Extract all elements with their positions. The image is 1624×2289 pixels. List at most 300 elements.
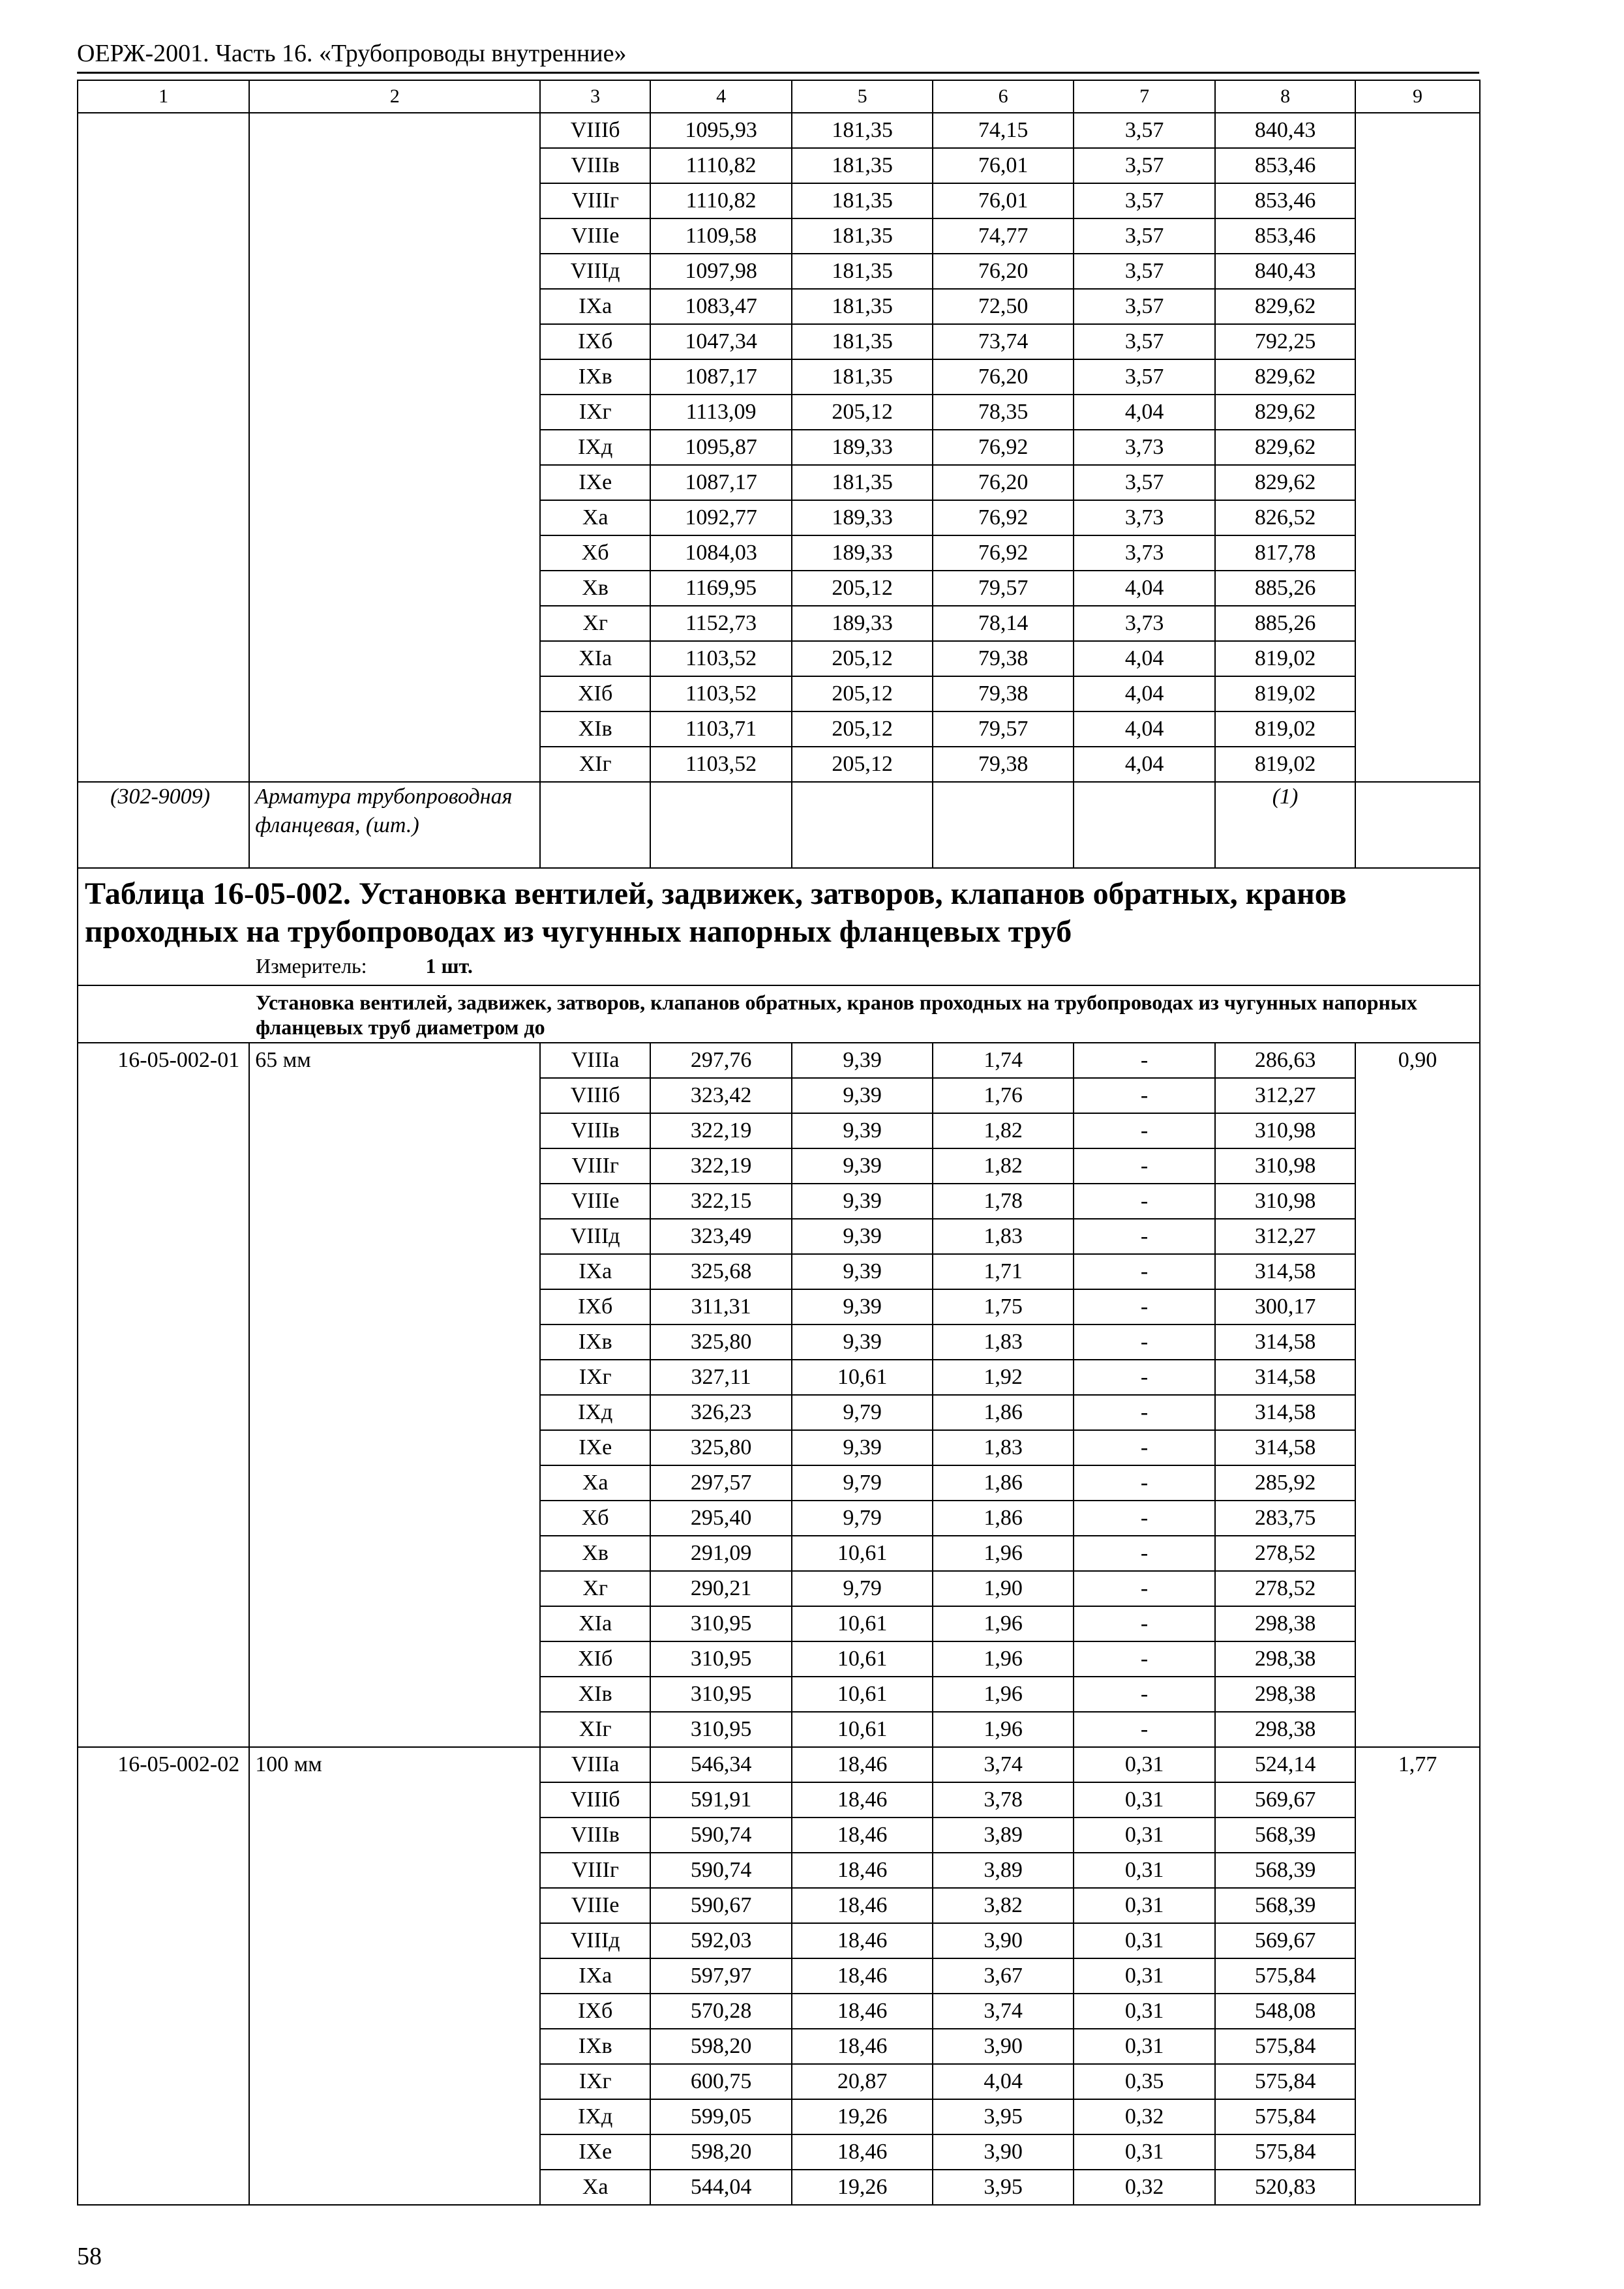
value-cell: 3,57	[1074, 183, 1215, 218]
value-cell: 600,75	[650, 2064, 792, 2099]
value-cell: 1097,98	[650, 254, 792, 289]
column-number-row	[78, 80, 1480, 113]
value-cell: IXд	[540, 1395, 650, 1430]
value-cell: 1047,34	[650, 324, 792, 359]
value-cell: 9,39	[792, 1043, 933, 1078]
value-cell: 4,04	[933, 2064, 1074, 2099]
value-cell: 9,79	[792, 1395, 933, 1430]
value-cell: 3,90	[933, 2134, 1074, 2170]
value-cell: 3,82	[933, 1888, 1074, 1923]
value-cell: 314,58	[1215, 1395, 1355, 1430]
value-cell: 10,61	[792, 1641, 933, 1677]
rate-name: 65 мм	[249, 1043, 540, 1747]
value-cell: 181,35	[792, 254, 933, 289]
value-cell: XIв	[540, 711, 650, 747]
value-cell: 520,83	[1215, 2170, 1355, 2205]
value-cell: 314,58	[1215, 1324, 1355, 1360]
value-cell: 829,62	[1215, 430, 1355, 465]
empty-cell	[1074, 782, 1215, 868]
value-cell: VIIIг	[540, 1853, 650, 1888]
value-cell: 569,67	[1215, 1782, 1355, 1818]
value-cell: 298,38	[1215, 1677, 1355, 1712]
empty-cell	[792, 782, 933, 868]
value-cell: 181,35	[792, 183, 933, 218]
value-cell: IXа	[540, 289, 650, 324]
value-cell: 325,68	[650, 1254, 792, 1289]
value-cell: 568,39	[1215, 1888, 1355, 1923]
value-cell: 310,98	[1215, 1184, 1355, 1219]
value-cell: 829,62	[1215, 395, 1355, 430]
rate-code: 16-05-002-02	[78, 1747, 249, 2205]
value-cell: IXа	[540, 1254, 650, 1289]
value-cell: 1103,52	[650, 747, 792, 782]
value-cell: 205,12	[792, 571, 933, 606]
value-cell: 9,39	[792, 1289, 933, 1324]
value-cell: 575,84	[1215, 1958, 1355, 1994]
value-cell: VIIIб	[540, 1078, 650, 1113]
col9-cell-empty	[1355, 113, 1480, 782]
value-cell: 297,76	[650, 1043, 792, 1078]
value-cell: -	[1074, 1043, 1215, 1078]
value-cell: 285,92	[1215, 1465, 1355, 1501]
value-cell: 1,96	[933, 1536, 1074, 1571]
value-cell: VIIIе	[540, 1184, 650, 1219]
value-cell: -	[1074, 1219, 1215, 1254]
value-cell: 310,95	[650, 1677, 792, 1712]
value-cell: 323,49	[650, 1219, 792, 1254]
value-cell: 290,21	[650, 1571, 792, 1606]
value-cell: 181,35	[792, 324, 933, 359]
value-cell: 853,46	[1215, 183, 1355, 218]
value-cell: 10,61	[792, 1677, 933, 1712]
value-cell: VIIIд	[540, 1923, 650, 1958]
value-cell: 79,38	[933, 676, 1074, 711]
value-cell: 1,75	[933, 1289, 1074, 1324]
empty-cell	[1355, 782, 1480, 868]
rates-table	[77, 80, 1481, 2206]
value-cell: 76,92	[933, 535, 1074, 571]
table-title-row	[78, 868, 1480, 985]
value-cell: 205,12	[792, 676, 933, 711]
table-description-row	[78, 985, 1480, 1043]
value-cell: 1095,93	[650, 113, 792, 148]
value-cell: -	[1074, 1324, 1215, 1360]
value-cell: 325,80	[650, 1324, 792, 1360]
value-cell: 9,39	[792, 1078, 933, 1113]
value-cell: 1,71	[933, 1254, 1074, 1289]
value-cell: 1,92	[933, 1360, 1074, 1395]
value-cell: 189,33	[792, 535, 933, 571]
value-cell: 3,95	[933, 2099, 1074, 2134]
value-cell: 323,42	[650, 1078, 792, 1113]
value-cell: 819,02	[1215, 676, 1355, 711]
value-cell: 4,04	[1074, 395, 1215, 430]
value-cell: 0,31	[1074, 1888, 1215, 1923]
value-cell: 853,46	[1215, 218, 1355, 254]
value-cell: 3,57	[1074, 113, 1215, 148]
value-cell: 189,33	[792, 606, 933, 641]
value-cell: 1084,03	[650, 535, 792, 571]
value-cell: VIIIв	[540, 1113, 650, 1148]
value-cell: 78,14	[933, 606, 1074, 641]
value-cell: VIIIд	[540, 1219, 650, 1254]
value-cell: 312,27	[1215, 1078, 1355, 1113]
value-cell: 819,02	[1215, 641, 1355, 676]
value-cell: 297,57	[650, 1465, 792, 1501]
value-cell: -	[1074, 1254, 1215, 1289]
value-cell: 1,86	[933, 1465, 1074, 1501]
value-cell: -	[1074, 1712, 1215, 1747]
rate-name: 100 мм	[249, 1747, 540, 2205]
value-cell: 18,46	[792, 1958, 933, 1994]
value-cell: 1,86	[933, 1395, 1074, 1430]
value-cell: 9,79	[792, 1501, 933, 1536]
value-cell: 181,35	[792, 359, 933, 395]
value-cell: 597,97	[650, 1958, 792, 1994]
material-row	[78, 782, 1480, 868]
value-cell: 18,46	[792, 1782, 933, 1818]
value-cell: -	[1074, 1465, 1215, 1501]
value-cell: 1,78	[933, 1184, 1074, 1219]
value-cell: 310,95	[650, 1606, 792, 1641]
value-cell: 1110,82	[650, 148, 792, 183]
value-cell: 817,78	[1215, 535, 1355, 571]
value-cell: 300,17	[1215, 1289, 1355, 1324]
value-cell: 189,33	[792, 430, 933, 465]
value-cell: 325,80	[650, 1430, 792, 1465]
value-cell: 0,31	[1074, 2029, 1215, 2064]
value-cell: -	[1074, 1148, 1215, 1184]
value-cell: 3,74	[933, 1994, 1074, 2029]
value-cell: 291,09	[650, 1536, 792, 1571]
value-cell: IXа	[540, 1958, 650, 1994]
value-cell: Xа	[540, 500, 650, 535]
empty-cell	[540, 782, 650, 868]
measure-label: Измеритель:	[256, 954, 367, 978]
value-cell: 599,05	[650, 2099, 792, 2134]
value-cell: 569,67	[1215, 1923, 1355, 1958]
value-cell: 885,26	[1215, 571, 1355, 606]
value-cell: -	[1074, 1606, 1215, 1641]
value-cell: -	[1074, 1677, 1215, 1712]
value-cell: 298,38	[1215, 1712, 1355, 1747]
value-cell: 310,98	[1215, 1113, 1355, 1148]
value-cell: 590,74	[650, 1818, 792, 1853]
value-cell: 3,57	[1074, 218, 1215, 254]
column-number: 4	[650, 80, 792, 113]
value-cell: 205,12	[792, 711, 933, 747]
value-cell: 9,39	[792, 1148, 933, 1184]
rate-col9: 0,90	[1355, 1043, 1480, 1747]
value-cell: VIIIг	[540, 1148, 650, 1184]
value-cell: 4,04	[1074, 641, 1215, 676]
rates-table-body	[78, 80, 1480, 2205]
code-cell-empty	[78, 113, 249, 782]
value-cell: IXб	[540, 1994, 650, 2029]
value-cell: 181,35	[792, 218, 933, 254]
empty-cell	[650, 782, 792, 868]
value-cell: 181,35	[792, 113, 933, 148]
value-cell: 1,83	[933, 1430, 1074, 1465]
value-cell: 205,12	[792, 747, 933, 782]
material-qty: (1)	[1215, 782, 1355, 868]
rate-col9: 1,77	[1355, 1747, 1480, 2205]
value-cell: 278,52	[1215, 1536, 1355, 1571]
value-cell: Xа	[540, 1465, 650, 1501]
value-cell: 829,62	[1215, 289, 1355, 324]
value-cell: 1103,71	[650, 711, 792, 747]
value-cell: 0,31	[1074, 1782, 1215, 1818]
value-cell: XIб	[540, 1641, 650, 1677]
value-cell: Xб	[540, 535, 650, 571]
value-cell: 3,90	[933, 1923, 1074, 1958]
value-cell: 278,52	[1215, 1571, 1355, 1606]
value-cell: 3,57	[1074, 324, 1215, 359]
value-cell: 322,15	[650, 1184, 792, 1219]
value-cell: 1,96	[933, 1606, 1074, 1641]
value-cell: VIIIд	[540, 254, 650, 289]
value-cell: 0,31	[1074, 2134, 1215, 2170]
value-cell: 792,25	[1215, 324, 1355, 359]
value-cell: XIа	[540, 641, 650, 676]
value-cell: 20,87	[792, 2064, 933, 2099]
value-cell: 205,12	[792, 641, 933, 676]
value-cell: 298,38	[1215, 1606, 1355, 1641]
value-cell: -	[1074, 1360, 1215, 1395]
value-cell: 548,08	[1215, 1994, 1355, 2029]
value-cell: -	[1074, 1113, 1215, 1148]
measure-line	[85, 951, 1473, 981]
value-cell: 1,83	[933, 1219, 1074, 1254]
value-cell: -	[1074, 1536, 1215, 1571]
value-cell: 1,74	[933, 1043, 1074, 1078]
value-cell: 4,04	[1074, 676, 1215, 711]
value-cell: 1083,47	[650, 289, 792, 324]
value-cell: 18,46	[792, 1818, 933, 1853]
value-cell: 3,57	[1074, 289, 1215, 324]
value-cell: XIа	[540, 1606, 650, 1641]
value-cell: 575,84	[1215, 2064, 1355, 2099]
value-cell: 76,20	[933, 465, 1074, 500]
value-cell: 9,39	[792, 1430, 933, 1465]
column-number: 9	[1355, 80, 1480, 113]
value-cell: 3,67	[933, 1958, 1074, 1994]
value-cell: 9,39	[792, 1324, 933, 1360]
value-cell: VIIIб	[540, 1782, 650, 1818]
value-cell: 840,43	[1215, 113, 1355, 148]
value-cell: 3,57	[1074, 148, 1215, 183]
value-cell: 0,32	[1074, 2099, 1215, 2134]
value-cell: -	[1074, 1641, 1215, 1677]
value-cell: -	[1074, 1571, 1215, 1606]
value-cell: 1152,73	[650, 606, 792, 641]
table-title	[78, 868, 1480, 985]
value-cell: VIIIб	[540, 113, 650, 148]
value-cell: VIIIа	[540, 1747, 650, 1782]
value-cell: 283,75	[1215, 1501, 1355, 1536]
value-cell: 19,26	[792, 2099, 933, 2134]
value-cell: -	[1074, 1395, 1215, 1430]
value-cell: 18,46	[792, 1888, 933, 1923]
value-cell: -	[1074, 1184, 1215, 1219]
column-number: 8	[1215, 80, 1355, 113]
value-cell: 73,74	[933, 324, 1074, 359]
value-cell: 9,39	[792, 1113, 933, 1148]
value-cell: 3,89	[933, 1853, 1074, 1888]
value-cell: 10,61	[792, 1536, 933, 1571]
column-number: 1	[78, 80, 249, 113]
value-cell: 322,19	[650, 1113, 792, 1148]
value-cell: 0,31	[1074, 1923, 1215, 1958]
value-cell: 76,01	[933, 183, 1074, 218]
column-number: 7	[1074, 80, 1215, 113]
value-cell: Xг	[540, 606, 650, 641]
page-header: ОЕРЖ-2001. Часть 16. «Трубопроводы внутренние»	[77, 40, 627, 67]
value-cell: 286,63	[1215, 1043, 1355, 1078]
value-cell: 79,38	[933, 747, 1074, 782]
value-cell: 314,58	[1215, 1430, 1355, 1465]
value-cell: XIг	[540, 1712, 650, 1747]
value-cell: 1,76	[933, 1078, 1074, 1113]
value-cell: 9,39	[792, 1219, 933, 1254]
value-cell: 18,46	[792, 2134, 933, 2170]
value-cell: 853,46	[1215, 148, 1355, 183]
value-cell: 544,04	[650, 2170, 792, 2205]
value-cell: IXб	[540, 1289, 650, 1324]
value-cell: VIIIв	[540, 148, 650, 183]
value-cell: 19,26	[792, 2170, 933, 2205]
value-cell: Xа	[540, 2170, 650, 2205]
value-cell: IXд	[540, 430, 650, 465]
value-cell: 9,79	[792, 1465, 933, 1501]
value-cell: 1095,87	[650, 430, 792, 465]
value-cell: 568,39	[1215, 1853, 1355, 1888]
value-cell: 76,01	[933, 148, 1074, 183]
value-cell: 326,23	[650, 1395, 792, 1430]
value-cell: 1,82	[933, 1148, 1074, 1184]
value-cell: IXд	[540, 2099, 650, 2134]
value-cell: 575,84	[1215, 2029, 1355, 2064]
value-cell: 205,12	[792, 395, 933, 430]
value-cell: -	[1074, 1430, 1215, 1465]
value-cell: IXг	[540, 2064, 650, 2099]
value-cell: 0,31	[1074, 1958, 1215, 1994]
value-cell: 76,92	[933, 500, 1074, 535]
value-cell: 79,57	[933, 711, 1074, 747]
value-cell: -	[1074, 1501, 1215, 1536]
value-cell: 10,61	[792, 1360, 933, 1395]
value-cell: 10,61	[792, 1712, 933, 1747]
value-cell: 79,57	[933, 571, 1074, 606]
value-cell: 598,20	[650, 2134, 792, 2170]
value-cell: 590,67	[650, 1888, 792, 1923]
value-cell: 1169,95	[650, 571, 792, 606]
value-cell: IXв	[540, 2029, 650, 2064]
value-cell: 3,95	[933, 2170, 1074, 2205]
value-cell: 10,61	[792, 1606, 933, 1641]
value-cell: 546,34	[650, 1747, 792, 1782]
value-cell: 74,15	[933, 113, 1074, 148]
name-cell-empty	[249, 113, 540, 782]
value-cell: XIг	[540, 747, 650, 782]
value-cell: VIIIе	[540, 1888, 650, 1923]
value-cell: 1092,77	[650, 500, 792, 535]
value-cell: 295,40	[650, 1501, 792, 1536]
value-cell: IXе	[540, 465, 650, 500]
value-cell: 310,98	[1215, 1148, 1355, 1184]
value-cell: XIб	[540, 676, 650, 711]
value-cell: 4,04	[1074, 571, 1215, 606]
value-cell: 3,73	[1074, 500, 1215, 535]
column-number: 5	[792, 80, 933, 113]
value-cell: VIIIг	[540, 183, 650, 218]
value-cell: 18,46	[792, 1853, 933, 1888]
value-cell: 3,73	[1074, 430, 1215, 465]
value-cell: 0,31	[1074, 1853, 1215, 1888]
value-cell: 0,31	[1074, 1994, 1215, 2029]
value-cell: 1103,52	[650, 676, 792, 711]
value-cell: 1,83	[933, 1324, 1074, 1360]
value-cell: Xв	[540, 571, 650, 606]
material-name: Арматура трубопроводная фланцевая, (шт.)	[249, 782, 540, 868]
value-cell: IXг	[540, 1360, 650, 1395]
value-cell: 575,84	[1215, 2099, 1355, 2134]
value-cell: 3,74	[933, 1747, 1074, 1782]
value-cell: 1,82	[933, 1113, 1074, 1148]
value-cell: 310,95	[650, 1641, 792, 1677]
value-cell: 310,95	[650, 1712, 792, 1747]
value-cell: 78,35	[933, 395, 1074, 430]
rate-code: 16-05-002-01	[78, 1043, 249, 1747]
value-cell: 18,46	[792, 1994, 933, 2029]
value-cell: -	[1074, 1078, 1215, 1113]
value-cell: 72,50	[933, 289, 1074, 324]
value-cell: Xб	[540, 1501, 650, 1536]
value-cell: IXе	[540, 1430, 650, 1465]
value-cell: 524,14	[1215, 1747, 1355, 1782]
value-cell: IXв	[540, 359, 650, 395]
value-cell: 4,04	[1074, 711, 1215, 747]
value-cell: XIв	[540, 1677, 650, 1712]
measure-value: 1 шт.	[425, 954, 473, 978]
value-cell: 1,86	[933, 1501, 1074, 1536]
value-cell: 3,57	[1074, 465, 1215, 500]
value-cell: 1087,17	[650, 359, 792, 395]
value-cell: VIIIе	[540, 218, 650, 254]
value-cell: 1087,17	[650, 465, 792, 500]
value-cell: 9,39	[792, 1184, 933, 1219]
value-cell: 314,58	[1215, 1254, 1355, 1289]
value-cell: 1109,58	[650, 218, 792, 254]
value-cell: VIIIа	[540, 1043, 650, 1078]
header-rule	[77, 72, 1479, 74]
column-number: 2	[249, 80, 540, 113]
value-cell: 9,79	[792, 1571, 933, 1606]
value-cell: 3,57	[1074, 254, 1215, 289]
value-cell: IXб	[540, 324, 650, 359]
value-cell: 76,20	[933, 254, 1074, 289]
value-cell: 76,20	[933, 359, 1074, 395]
value-cell: 592,03	[650, 1923, 792, 1958]
column-number: 3	[540, 80, 650, 113]
value-cell: 9,39	[792, 1254, 933, 1289]
value-cell: 1,96	[933, 1641, 1074, 1677]
value-cell: VIIIв	[540, 1818, 650, 1853]
value-cell: IXе	[540, 2134, 650, 2170]
value-cell: 181,35	[792, 289, 933, 324]
material-code: (302-9009)	[78, 782, 249, 868]
value-cell: 575,84	[1215, 2134, 1355, 2170]
